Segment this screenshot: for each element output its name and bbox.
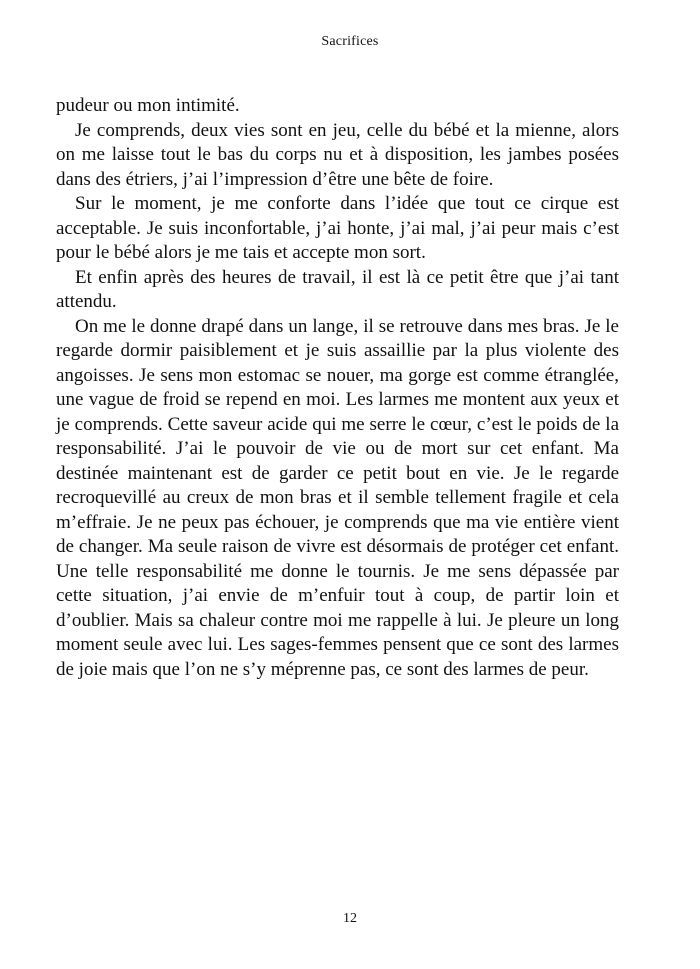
page-number: 12 bbox=[343, 911, 357, 926]
running-header: Sacrifices bbox=[321, 34, 379, 49]
paragraph: Je comprends, deux vies sont en jeu, celle du bébé et la mienne, alors on me laisse tout le bas du corps nu et à disposition, les jambes posées dans des étriers, j’ai l’impression d’être une bête de foire. bbox=[56, 119, 619, 190]
paragraph-continued: pudeur ou mon intimité. bbox=[56, 95, 240, 116]
body-text bbox=[56, 94, 619, 682]
paragraph: Et enfin après des heures de travail, il est là ce petit être que j’ai tant attendu. bbox=[56, 266, 619, 312]
paragraph: On me le donne drapé dans un lange, il se retrouve dans mes bras. Je le regarde dormir paisiblement et je suis assaillie par la plus violente des angoisses. Je sens mon estomac se nouer, ma gorge est comme étranglée, une vague de froid se repend en moi. Les larmes me montent aux yeux et je comprends. Cette saveur acide qui me serre le cœur, c’est le poids de la responsabilité. J’ai le pouvoir de vie ou de mort sur cet enfant. Ma destinée maintenant est de garder ce petit bout en vie. Je le regarde recroquevillé au creux de mon bras et il semble tellement fragile et cela m’effraie. Je ne peux pas échouer, je comprends que ma vie entière vient de changer. Ma seule raison de vivre est désormais de protéger cet enfant. Une telle responsabilité me donne le tournis. Je me sens dépassée par cette situation, j’ai envie de m’enfuir tout à coup, de partir loin et d’oublier. Mais sa chaleur contre moi me rappelle à lui. Je pleure un long moment seule avec lui. Les sages-femmes pensent que ce sont des larmes de joie mais que l’on ne s’y méprenne pas, ce sont des larmes de peur. bbox=[56, 315, 619, 680]
paragraph: Sur le moment, je me conforte dans l’idée que tout ce cirque est acceptable. Je suis inconfortable, j’ai honte, j’ai mal, j’ai peur mais c’est pour le bébé alors je me tais et accepte mon sort. bbox=[56, 193, 619, 263]
